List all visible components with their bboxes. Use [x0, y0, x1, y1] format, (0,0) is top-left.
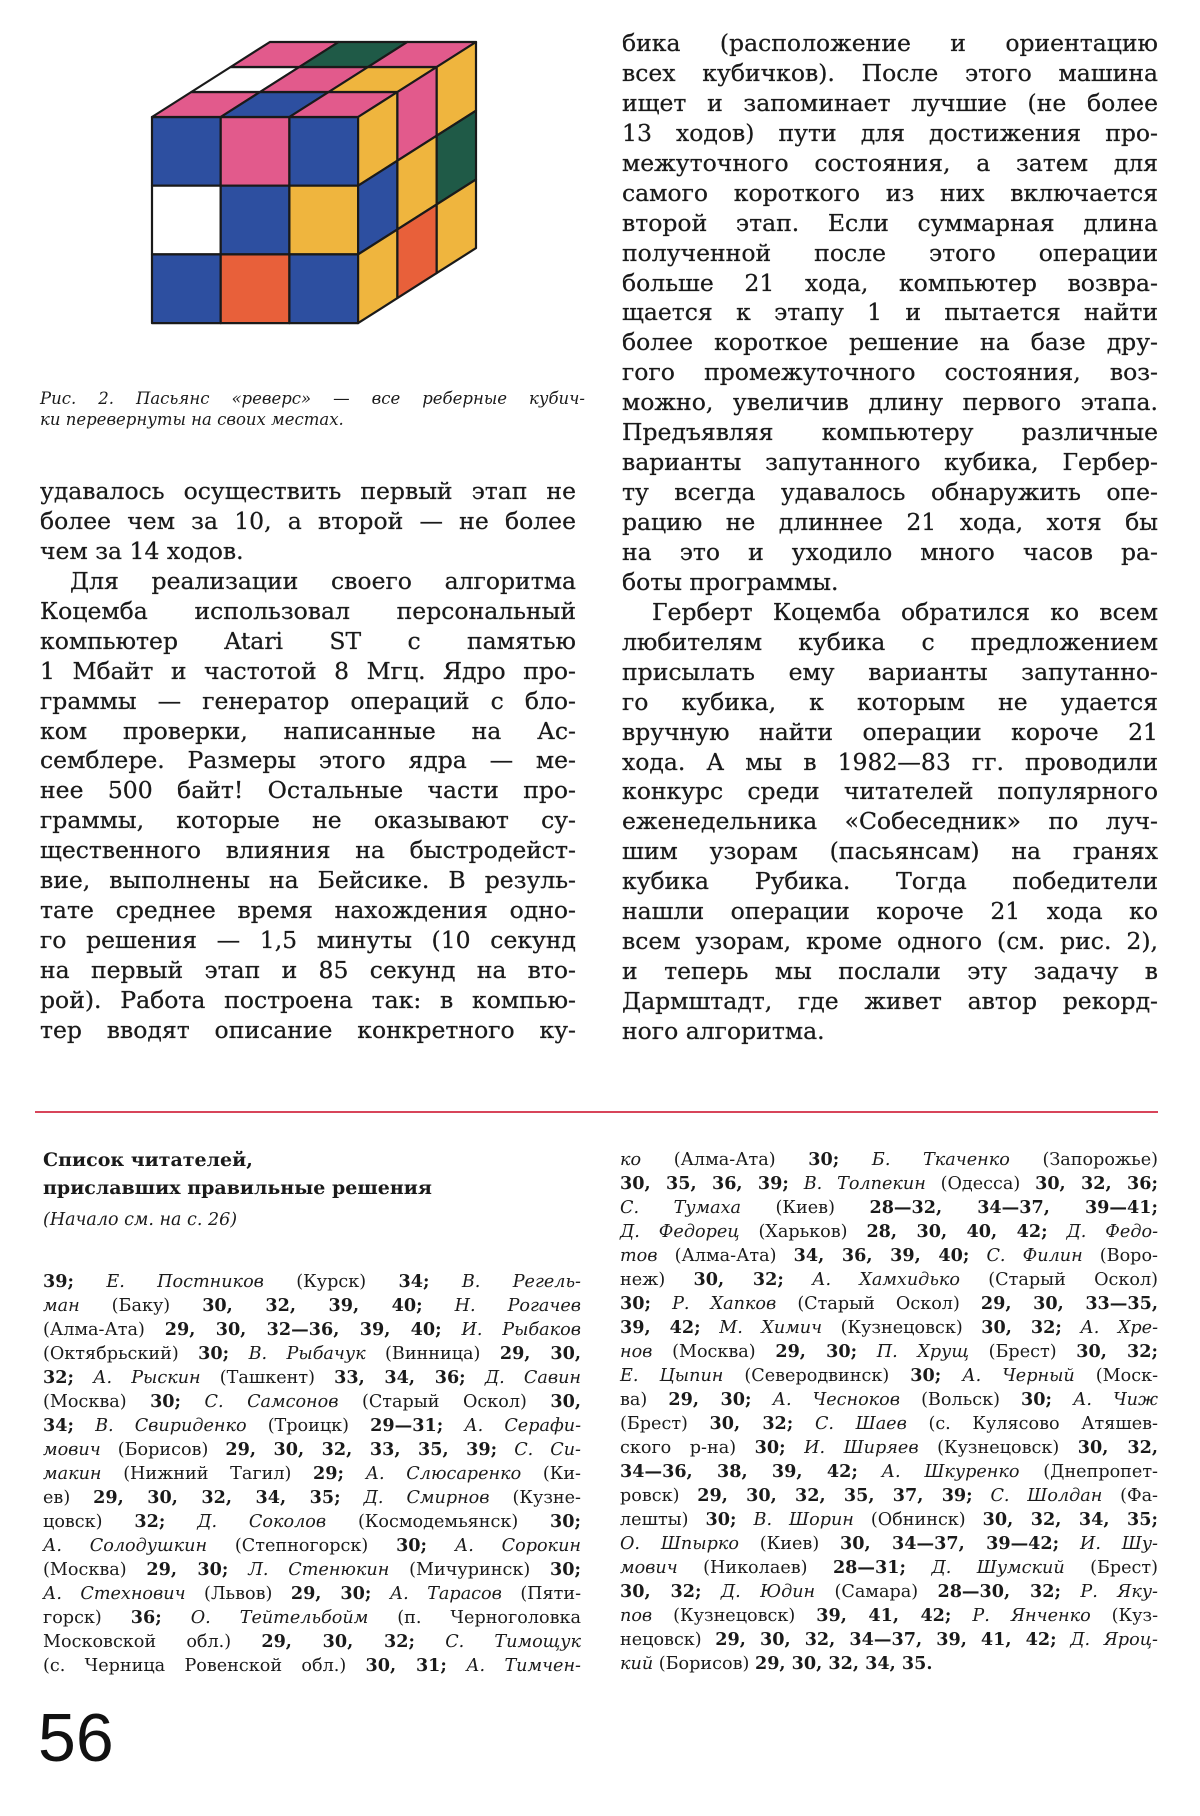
reader-name: А. Серафи- [464, 1416, 582, 1436]
text-line: и теперь мы послали эту задачу в [622, 957, 1158, 986]
problem-numbers: 30; [396, 1535, 428, 1556]
list-line: ев) 29, 30, 32, 34, 35; Д. Смирнов (Кузне- [43, 1487, 581, 1508]
list-line: мович (Николаев) 28—31; Д. Шумский (Брест) [620, 1557, 1159, 1578]
problem-numbers: 29, 30, 32—36, 39, 40; [164, 1319, 442, 1340]
text-line: рой). Работа построена так: в компью- [40, 985, 576, 1014]
problem-numbers: 32; [43, 1367, 74, 1388]
text-line: семблере. Размеры этого ядра — ме- [40, 746, 576, 775]
list-line: нецовск) 29, 30, 32, 34—37, 39, 41, 42; Д. Яроц- [620, 1629, 1158, 1650]
reader-name: Д. Федо- [1066, 1222, 1159, 1242]
problem-numbers: 33, 34, 36; [334, 1367, 466, 1388]
reader-name: Л. Стенюкин [248, 1560, 390, 1580]
text-line: на первый этап и 85 секунд на вто- [40, 956, 576, 984]
text-line: хода. А мы в 1982—83 гг. проводили [622, 747, 1158, 776]
reader-name: В. Шорин [753, 1510, 854, 1530]
article-left-column [40, 477, 576, 1046]
list-line: (Октябрьский) 30; В. Рыбачук (Винница) 29, 30, [43, 1343, 582, 1364]
text-line: более чем за 10, а второй — не более [40, 506, 576, 535]
reader-name: А. Чесноков [772, 1390, 900, 1410]
problem-numbers: 36; [130, 1607, 162, 1628]
text-line: го кубика, к которым не удается [622, 687, 1158, 716]
problem-numbers: 30, 34—37, 39—42; [840, 1533, 1060, 1554]
list-line: цовск) 32; Д. Соколов (Космодемьянск) 30; [43, 1511, 582, 1532]
problem-numbers: 30, 32, 36; [1035, 1173, 1159, 1194]
text-line: более короткое решение на базе дру- [622, 328, 1158, 357]
text-line: ищет и запоминает лучшие (не более [622, 88, 1158, 117]
problem-numbers: 29, 30; [290, 1583, 372, 1604]
reader-name: ко [620, 1150, 642, 1170]
reader-name: ман [43, 1296, 80, 1316]
problem-numbers: 30, 32; [981, 1317, 1062, 1338]
text-line: чем за 14 ходов. [40, 536, 244, 565]
list-line: пов (Кузнецовск) 39, 41, 42; Р. Янченко (Куз- [620, 1605, 1159, 1626]
reader-name: Р. Яку- [1080, 1582, 1159, 1602]
text-line: вручную найти операции короче 21 [622, 717, 1158, 746]
reader-name: А. Тарасов [389, 1584, 502, 1604]
text-line: всех кубичков). После этого машина [622, 58, 1158, 87]
reader-name: А. Шкуренко [881, 1462, 1020, 1482]
problem-numbers: 30; [550, 1511, 582, 1532]
list-line: 34—36, 38, 39, 42; А. Шкуренко (Днепропет- [620, 1461, 1158, 1482]
problem-numbers: 28—30, 32; [937, 1581, 1061, 1602]
reader-name: А. Черный [962, 1366, 1075, 1386]
list-line: нов (Москва) 29, 30; П. Хрущ (Брест) 30, 32; [620, 1341, 1159, 1362]
list-line: 39; Е. Постников (Курск) 34; В. Регель- [43, 1271, 581, 1292]
reader-name: А. Солодушкин [43, 1536, 208, 1556]
reader-name: нов [620, 1342, 653, 1362]
problem-numbers: 30, 32, [1077, 1437, 1158, 1458]
problem-numbers: 30, 32, 39, 40; [202, 1295, 423, 1316]
problem-numbers: 32; [134, 1511, 166, 1532]
reader-name: Д. Яроц- [1070, 1630, 1158, 1650]
text-line: вие, выполнены на Бейсике. В резуль- [40, 866, 576, 895]
list-line: неж) 30, 32; А. Хамхидько (Старый Оскол) [620, 1269, 1159, 1290]
list-line: (Брест) 30, 32; С. Шаев (с. Кулясово Атяшев- [620, 1413, 1158, 1434]
problem-numbers: 29, 30; [775, 1341, 858, 1362]
reader-name: В. Рыбачук [248, 1344, 366, 1364]
problem-numbers: 30; [808, 1149, 840, 1170]
reader-name: С. Си- [514, 1440, 582, 1460]
problem-numbers: 30, 32; [709, 1413, 794, 1434]
problem-numbers: 30; [1021, 1389, 1052, 1410]
reader-name: Д. Шумский [931, 1558, 1065, 1578]
problem-numbers: 39; [43, 1271, 74, 1292]
reader-name: Р. Хапков [672, 1294, 777, 1314]
reader-name: А. Хамхидько [812, 1270, 961, 1290]
reader-name: Е. Цыпин [620, 1366, 724, 1386]
problem-numbers: 30; [754, 1437, 786, 1458]
problem-numbers: 29, 30, 33—35, [980, 1293, 1159, 1314]
reader-name: А. Рыскин [93, 1368, 201, 1388]
readers-list-title [43, 1146, 432, 1202]
text-line: 1 Мбайт и частотой 8 Мгц. Ядро про- [40, 656, 576, 685]
problem-numbers: 29, 30, 32, 34, 35; [93, 1487, 341, 1508]
text-line: граммы — генератор операций с бло- [40, 686, 576, 715]
problem-numbers: 34; [398, 1271, 430, 1292]
list-line: Московской обл.) 29, 30, 32; С. Тимощук [43, 1631, 582, 1652]
text-line: больше 21 хода, компьютер возвра- [622, 268, 1158, 297]
reader-name: Д. Соколов [197, 1512, 327, 1532]
list-line: 30; Р. Хапков (Старый Оскол) 29, 30, 33—35, [620, 1293, 1159, 1314]
problem-numbers: 29, 30, 32; [261, 1631, 415, 1652]
list-line: Д. Федорец (Харьков) 28, 30, 40, 42; Д. Федо- [620, 1221, 1159, 1242]
problem-numbers: 30, 35, 36, 39; [620, 1173, 789, 1194]
reader-name: Р. Янченко [972, 1606, 1091, 1626]
text-line: щественного влияния на быстродейст- [40, 836, 576, 865]
list-line: ман (Баку) 30, 32, 39, 40; Н. Рогачев [43, 1295, 581, 1316]
problem-numbers: 30; [620, 1293, 651, 1314]
list-line: тов (Алма-Ата) 34, 36, 39, 40; С. Филин (Воро- [620, 1245, 1158, 1266]
text-line: 13 ходов) пути для достижения про- [622, 118, 1158, 147]
problem-numbers: 30, 32; [620, 1581, 702, 1602]
cube-front-sticker [221, 117, 290, 186]
reader-name: М. Химич [719, 1318, 823, 1338]
text-line: можно, увеличив длину первого этапа. [622, 388, 1158, 417]
text-line: нее 500 байт! Остальные части про- [40, 776, 576, 805]
article-right-column [622, 29, 1158, 1047]
problem-numbers: 30; [910, 1365, 942, 1386]
text-line: варианты запутанного кубика, Гербер- [622, 448, 1158, 477]
text-line: полученной после этого операции [622, 238, 1158, 267]
list-line: 30, 35, 36, 39; В. Толпекин (Одесса) 30, 32, 36; [620, 1173, 1159, 1194]
reader-name: В. Свириденко [95, 1416, 247, 1436]
reader-name: С. Тумаха [620, 1198, 742, 1218]
reader-name: мович [620, 1558, 678, 1578]
text-line: боты программы. [622, 567, 839, 596]
reader-name: И. Рыбаков [461, 1320, 581, 1340]
continued-note: (Начало см. на с. 26) [43, 1210, 238, 1230]
cube-front-sticker [221, 254, 290, 323]
list-line: О. Шпырко (Киев) 30, 34—37, 39—42; И. Шу- [620, 1533, 1159, 1554]
cube-front-sticker [289, 117, 358, 186]
problem-numbers: 34, 36, 39, 40; [793, 1245, 970, 1266]
problem-numbers: 29, 30, 32, 35, 37, 39; [697, 1485, 973, 1506]
text-line: тате среднее время нахождения одно- [40, 896, 576, 925]
caption-line: ки перевернуты на своих местах. [40, 410, 344, 429]
list-line: 34; В. Свириденко (Троицк) 29—31; А. Серафи- [43, 1415, 582, 1436]
reader-name: Д. Федорец [620, 1222, 740, 1242]
list-line: С. Тумаха (Киев) 28—32, 34—37, 39—41; [620, 1197, 1158, 1218]
problem-numbers: 30, [550, 1391, 581, 1412]
problem-numbers: 29, 30, [499, 1343, 582, 1364]
cube-front-sticker [152, 186, 221, 255]
text-line: гого промежуточного состояния, воз- [622, 358, 1158, 387]
problem-numbers: 28—31; [832, 1557, 906, 1578]
cube-front-sticker [221, 186, 290, 255]
text-line: шим узорам (пасьянсам) на гранях [622, 837, 1158, 866]
text-line: Предъявляя компьютеру различные [622, 418, 1158, 447]
problem-numbers: 28, 30, 40, 42; [866, 1221, 1048, 1242]
list-line: Е. Цыпин (Северодвинск) 30; А. Черный (Моск- [620, 1365, 1159, 1386]
list-line: макин (Нижний Тагил) 29; А. Слюсаренко (Ки- [43, 1463, 581, 1484]
list-line: ского р-на) 30; И. Ширяев (Кузнецовск) 30, 32, [620, 1437, 1158, 1458]
rubiks-cube-figure [0, 0, 600, 340]
list-line: 30, 32; Д. Юдин (Самара) 28—30, 32; Р. Яку- [620, 1581, 1159, 1602]
reader-name: С. Самсонов [204, 1392, 339, 1412]
problem-numbers: 30, 32, 34, 35; [982, 1509, 1159, 1530]
text-line: Герберт Коцемба обратился ко всем [652, 597, 1158, 626]
list-line: ровск) 29, 30, 32, 35, 37, 39; С. Шолдан (Фа- [620, 1485, 1158, 1506]
reader-name: В. Регель- [461, 1272, 581, 1292]
problem-numbers: 29, 30, 32, 34—37, 39, 41, 42; [715, 1629, 1057, 1650]
reader-name: А. Тимчен- [466, 1656, 581, 1676]
list-line: А. Стехнович (Львов) 29, 30; А. Тарасов (Пяти- [43, 1583, 582, 1604]
problem-numbers: 30; [705, 1509, 737, 1530]
cube-front-sticker [289, 186, 358, 255]
reader-name: Д. Смирнов [363, 1488, 490, 1508]
problem-numbers: 34; [43, 1415, 74, 1436]
reader-name: пов [620, 1606, 653, 1626]
list-line: мович (Борисов) 29, 30, 32, 33, 35, 39; С. Си- [43, 1439, 582, 1460]
problem-numbers: 30, 32; [693, 1269, 784, 1290]
reader-name: Д. Савин [484, 1368, 581, 1388]
reader-name: А. Сорокин [454, 1536, 581, 1556]
list-line: А. Солодушкин (Степногорск) 30; А. Сорокин [43, 1535, 581, 1556]
problem-numbers: 29, 30, 32, 33, 35, 39; [225, 1439, 498, 1460]
text-line: самого короткого из них включается [622, 178, 1158, 207]
list-line: горск) 36; О. Тейтельбойм (п. Черноголовка [43, 1607, 581, 1628]
caption-line: Рис. 2. Пасьянс «реверс» — все реберные кубич- [40, 389, 585, 408]
text-line: ком проверки, написанные на Ас- [40, 716, 576, 745]
reader-name: С. Шолдан [990, 1486, 1103, 1506]
reader-name: О. Тейтельбойм [190, 1608, 369, 1628]
text-line: межуточного состояния, а затем для [622, 148, 1158, 177]
list-line: (Москва) 29, 30; Л. Стенюкин (Мичуринск) 30; [43, 1559, 582, 1580]
list-line: кий (Борисов) 29, 30, 32, 34, 35. [620, 1653, 933, 1674]
reader-name: О. Шпырко [620, 1534, 739, 1554]
list-line: (с. Черница Ровенской обл.) 30, 31; А. Тимчен- [43, 1655, 581, 1676]
text-line: Дармштадт, где живет автор рекорд- [622, 987, 1158, 1015]
problem-numbers: 30, 32; [1076, 1341, 1159, 1362]
reader-name: макин [43, 1464, 102, 1484]
problem-numbers: 29, 30; [668, 1389, 752, 1410]
text-line: всем узорам, кроме одного (см. рис. 2), [622, 927, 1158, 956]
text-line: тер вводят описание конкретного ку- [40, 1015, 576, 1044]
reader-name: С. Шаев [814, 1414, 907, 1434]
reader-name: А. Хре- [1080, 1318, 1159, 1338]
problem-numbers: 30; [198, 1343, 230, 1364]
text-line: второй этап. Если суммарная длина [622, 208, 1158, 237]
text-line: го решения — 1,5 минуты (10 секунд [40, 926, 576, 955]
text-line: компьютер Atari ST с памятью [40, 626, 576, 655]
list-line: ко (Алма-Ата) 30; Б. Ткаченко (Запорожье) [620, 1149, 1159, 1170]
reader-name: Н. Рогачев [454, 1296, 581, 1316]
problem-numbers: 30; [150, 1391, 182, 1412]
problem-numbers: 39, 42; [620, 1317, 701, 1338]
reader-name: И. Ширяев [804, 1438, 919, 1458]
readers-list-right-column [620, 1148, 1158, 1676]
text-line: удавалось осуществить первый этап не [40, 477, 576, 505]
list-line: 39, 42; М. Химич (Кузнецовск) 30, 32; А. Хре- [620, 1317, 1159, 1338]
problem-numbers: 29—31; [370, 1415, 444, 1436]
reader-name: В. Толпекин [803, 1174, 926, 1194]
text-line: нашли операции короче 21 хода ко [622, 897, 1158, 926]
text-line: ту всегда удавалось обнаружить опе- [622, 478, 1158, 507]
reader-name: А. Слюсаренко [365, 1464, 522, 1484]
reader-name: А. Чиж [1073, 1390, 1158, 1410]
text-line: Для реализации своего алгоритма [70, 566, 576, 595]
text-line: кубика Рубика. Тогда победители [622, 867, 1158, 896]
list-line: (Алма-Ата) 29, 30, 32—36, 39, 40; И. Рыбаков [43, 1319, 581, 1340]
section-divider [35, 1111, 1158, 1113]
reader-name: тов [620, 1246, 658, 1266]
text-line: еженедельника «Собеседник» по луч- [622, 807, 1158, 836]
cube-front-sticker [152, 254, 221, 323]
problem-numbers: 30; [550, 1559, 582, 1580]
reader-name: Д. Юдин [720, 1582, 816, 1602]
cube-front-sticker [289, 254, 358, 323]
reader-name: А. Стехнович [43, 1584, 186, 1604]
reader-name: И. Шу- [1080, 1534, 1159, 1554]
title-line: Список читателей, [43, 1149, 253, 1171]
readers-list-left-column [43, 1270, 581, 1678]
problem-numbers: 29; [313, 1463, 345, 1484]
problem-numbers: 30, 31; [365, 1655, 447, 1676]
list-line: лешты) 30; В. Шорин (Обнинск) 30, 32, 34, 35; [620, 1509, 1159, 1530]
text-line: любителям кубика с предложением [622, 627, 1158, 656]
cube-front-sticker [152, 117, 221, 186]
reader-name: П. Хрущ [876, 1342, 969, 1362]
list-line: 32; А. Рыскин (Ташкент) 33, 34, 36; Д. Савин [43, 1367, 581, 1388]
figure-caption [40, 388, 585, 430]
problem-numbers: 39, 41, 42; [816, 1605, 952, 1626]
reader-name: кий [620, 1654, 654, 1674]
text-line: рацию не длиннее 21 хода, хотя бы [622, 508, 1158, 536]
title-line: приславших правильные решения [43, 1177, 432, 1199]
reader-name: С. Филин [986, 1246, 1083, 1266]
problem-numbers: 29, 30; [146, 1559, 229, 1580]
reader-name: Е. Постников [106, 1272, 264, 1292]
problem-numbers: 29, 30, 32, 34, 35. [754, 1653, 933, 1674]
text-line: конкурс среди читателей популярного [622, 777, 1158, 806]
reader-name: Б. Ткаченко [871, 1150, 1010, 1170]
problem-numbers: 34—36, 38, 39, 42; [620, 1461, 858, 1482]
text-line: бика (расположение и ориентацию [622, 29, 1158, 57]
text-line: щается к этапу 1 и пытается найти [622, 298, 1158, 327]
problem-numbers: 28—32, 34—37, 39—41; [869, 1197, 1158, 1218]
text-line: ного алгоритма. [622, 1016, 825, 1045]
text-line: граммы, которые не оказывают су- [40, 806, 576, 835]
reader-name: С. Тимощук [445, 1632, 582, 1652]
reader-name: мович [43, 1440, 101, 1460]
text-line: присылать ему варианты запутанно- [622, 657, 1158, 686]
list-line: ва) 29, 30; А. Чесноков (Вольск) 30; А. Чиж [620, 1389, 1158, 1410]
text-line: на это и уходило много часов ра- [622, 537, 1158, 566]
list-line: (Москва) 30; С. Самсонов (Старый Оскол) 30, [43, 1391, 581, 1412]
text-line: Коцемба использовал персональный [40, 596, 576, 625]
page-number: 56 [38, 1700, 114, 1776]
